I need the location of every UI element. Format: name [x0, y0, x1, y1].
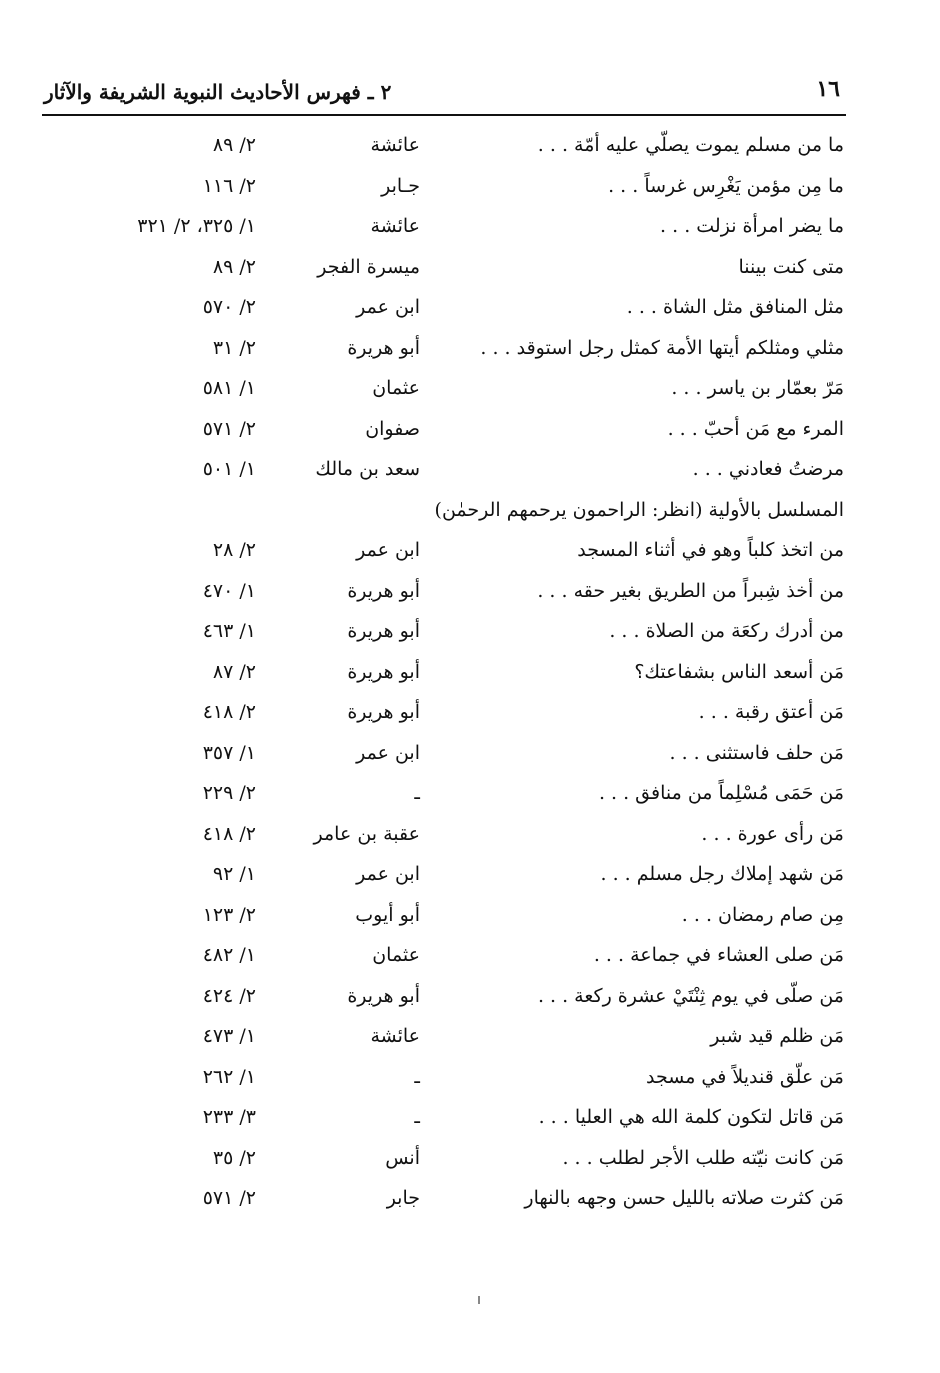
entry-narrator: ـ — [414, 1065, 420, 1088]
index-entry — [0, 817, 940, 858]
index-entry — [0, 1060, 940, 1101]
index-entry — [0, 898, 940, 939]
entry-text: مَن قاتل لتكون كلمة الله هي العليا . . . — [538, 1106, 844, 1128]
entry-narrator: أبو هريرة — [347, 660, 420, 683]
index-entry — [0, 371, 940, 412]
entry-narrator: صفوان — [365, 417, 420, 440]
entry-narrator: عائشة — [370, 1025, 420, 1047]
page-footer-mark — [478, 1296, 480, 1304]
entry-reference: ٢/ ٤٢٤ — [202, 984, 256, 1007]
entry-text: مَن أسعد الناس بشفاعتك؟ — [634, 660, 844, 683]
entry-text: مثل المنافق مثل الشاة . . . — [626, 296, 844, 318]
index-entry — [0, 533, 940, 574]
entry-text: مَرّ بعمّار بن ياسر . . . — [671, 377, 844, 399]
entry-reference: ١/ ٤٦٣ — [202, 620, 256, 642]
entry-narrator: أبو أيوب — [355, 903, 420, 926]
entry-reference: ٢/ ١٢٣ — [202, 903, 256, 926]
entry-text: مَن صلى العشاء في جماعة . . . — [593, 944, 844, 966]
index-entry — [0, 857, 940, 898]
index-entry — [0, 128, 940, 169]
entry-narrator: ابن عمر — [356, 539, 420, 561]
entry-narrator: عائشة — [370, 215, 420, 237]
index-entry — [0, 169, 940, 210]
index-entry — [0, 736, 940, 777]
entry-text: مَن علّق قنديلاً في مسجد — [646, 1065, 844, 1088]
index-entry-cross-reference — [0, 493, 940, 534]
entry-text: ما مِن مؤمن يَغْرِس غرساً . . . — [608, 174, 844, 197]
entry-reference: ٢/ ٨٧ — [212, 660, 256, 683]
entry-narrator: عائشة — [370, 134, 420, 156]
entry-text: ما من مسلم يموت يصلّي عليه أمّة . . . — [537, 134, 844, 156]
index-entry — [0, 938, 940, 979]
entry-reference: ٢/ ٥٧١ — [202, 417, 256, 440]
entry-reference: ١/ ٩٢ — [212, 863, 256, 885]
entry-text: ما يضر امرأة نزلت . . . — [660, 215, 844, 237]
entry-text: مَن رأى عورة . . . — [701, 822, 844, 845]
index-entry — [0, 1100, 940, 1141]
entry-text: من اتخذ كلباً وهو في أثناء المسجد — [577, 539, 844, 561]
entry-reference: ٣/ ٢٣٣ — [202, 1106, 256, 1128]
entry-text: مِن صام رمضان . . . — [681, 903, 844, 926]
header-rule — [42, 114, 846, 116]
index-entry — [0, 250, 940, 291]
entry-narrator: ـ — [414, 782, 420, 804]
entry-reference: ٢/ ٨٩ — [212, 134, 256, 156]
entry-reference: ٢/ ٢٢٩ — [202, 782, 256, 804]
entry-reference: ٢/ ٥٧١ — [202, 1187, 256, 1209]
entry-text: المسلسل بالأولية (انظر: الراحمون يرحمهم الرحمٰن) — [434, 498, 844, 521]
entry-narrator: ابن عمر — [356, 741, 420, 764]
entry-reference: ١/ ٥٨١ — [202, 377, 256, 399]
entry-narrator: ـ — [414, 1106, 420, 1128]
entry-text: مرضتُ فعادني . . . — [692, 458, 844, 480]
entry-reference: ١/ ٤٧٣ — [202, 1025, 256, 1047]
entry-narrator: أبو هريرة — [347, 336, 420, 359]
entry-text: مَن صلّى في يوم ثِنْتَيْ عشرة ركعة . . . — [537, 984, 844, 1007]
entry-reference: ٢/ ٤١٨ — [202, 822, 256, 845]
index-entry — [0, 412, 940, 453]
entry-reference: ١/ ٤٧٠ — [202, 579, 256, 602]
entry-narrator: أنس — [385, 1146, 420, 1169]
entry-reference: ٢/ ٣٥ — [212, 1146, 256, 1169]
entry-narrator: أبو هريرة — [347, 620, 420, 642]
entry-narrator: ميسرة الفجر — [317, 255, 420, 278]
running-title: ٢ ـ فهرس الأحاديث النبوية الشريفة والآثار — [44, 80, 392, 104]
entry-reference: ٢/ ٤١٨ — [202, 701, 256, 723]
entry-reference: ٢/ ٥٧٠ — [202, 296, 256, 318]
entry-narrator: جابر — [386, 1187, 420, 1209]
entry-reference: ١/ ٣٢٥، ٢/ ٣٢١ — [137, 215, 256, 237]
hadith-index-list — [0, 128, 940, 1222]
entry-reference: ١/ ٤٨٢ — [202, 944, 256, 966]
entry-text: مَن حلف فاستثنى . . . — [669, 741, 844, 764]
entry-reference: ١/ ٣٥٧ — [202, 741, 256, 764]
entry-text: من أدرك ركعَة من الصلاة . . . — [609, 620, 844, 642]
index-entry — [0, 1181, 940, 1222]
entry-text: متى كنت بيننا — [738, 255, 844, 278]
index-entry — [0, 290, 940, 331]
index-entry — [0, 695, 940, 736]
entry-text: المرء مع مَن أحبّ . . . — [667, 417, 844, 440]
entry-text: مَن حَمَى مُسْلِماً من منافق . . . — [598, 782, 844, 804]
index-entry — [0, 776, 940, 817]
entry-reference: ١/ ٢٦٢ — [202, 1065, 256, 1088]
entry-narrator: عثمان — [372, 944, 420, 966]
entry-narrator: أبو هريرة — [347, 701, 420, 723]
index-entry — [0, 209, 940, 250]
entry-narrator: أبو هريرة — [347, 579, 420, 602]
entry-narrator: سعد بن مالك — [315, 458, 420, 480]
index-entry — [0, 574, 940, 615]
index-entry — [0, 452, 940, 493]
entry-reference: ٢/ ٢٨ — [212, 539, 256, 561]
entry-narrator: أبو هريرة — [347, 984, 420, 1007]
entry-reference: ٢/ ١١٦ — [202, 174, 256, 197]
entry-text: مثلي ومثلكم أيتها الأمة كمثل رجل استوقد . . . — [480, 336, 844, 359]
index-entry — [0, 979, 940, 1020]
entry-narrator: جـابر — [381, 174, 420, 197]
index-entry — [0, 655, 940, 696]
entry-text: من أخذ شِبراً من الطريق بغير حقه . . . — [537, 579, 844, 602]
index-entry — [0, 1141, 940, 1182]
page-header — [40, 72, 846, 112]
entry-narrator: عقبة بن عامر — [313, 822, 420, 845]
page-number: ١٦ — [816, 76, 840, 102]
entry-text: مَن ظلم قيد شبر — [710, 1025, 844, 1047]
entry-reference: ٢/ ٣١ — [212, 336, 256, 359]
entry-narrator: عثمان — [372, 377, 420, 399]
entry-text: مَن كانت نيّته طلب الأجر لطلب . . . — [562, 1146, 844, 1169]
entry-narrator: ابن عمر — [356, 296, 420, 318]
entry-narrator: ابن عمر — [356, 863, 420, 885]
entry-reference: ٢/ ٨٩ — [212, 255, 256, 278]
index-entry — [0, 331, 940, 372]
entry-reference: ١/ ٥٠١ — [202, 458, 256, 480]
entry-text: مَن أعتق رقبة . . . — [698, 701, 844, 723]
index-entry — [0, 614, 940, 655]
entry-text: مَن كثرت صلاته بالليل حسن وجهه بالنهار — [524, 1187, 844, 1209]
entry-text: مَن شهد إملاك رجل مسلم . . . — [600, 863, 844, 885]
index-entry — [0, 1019, 940, 1060]
